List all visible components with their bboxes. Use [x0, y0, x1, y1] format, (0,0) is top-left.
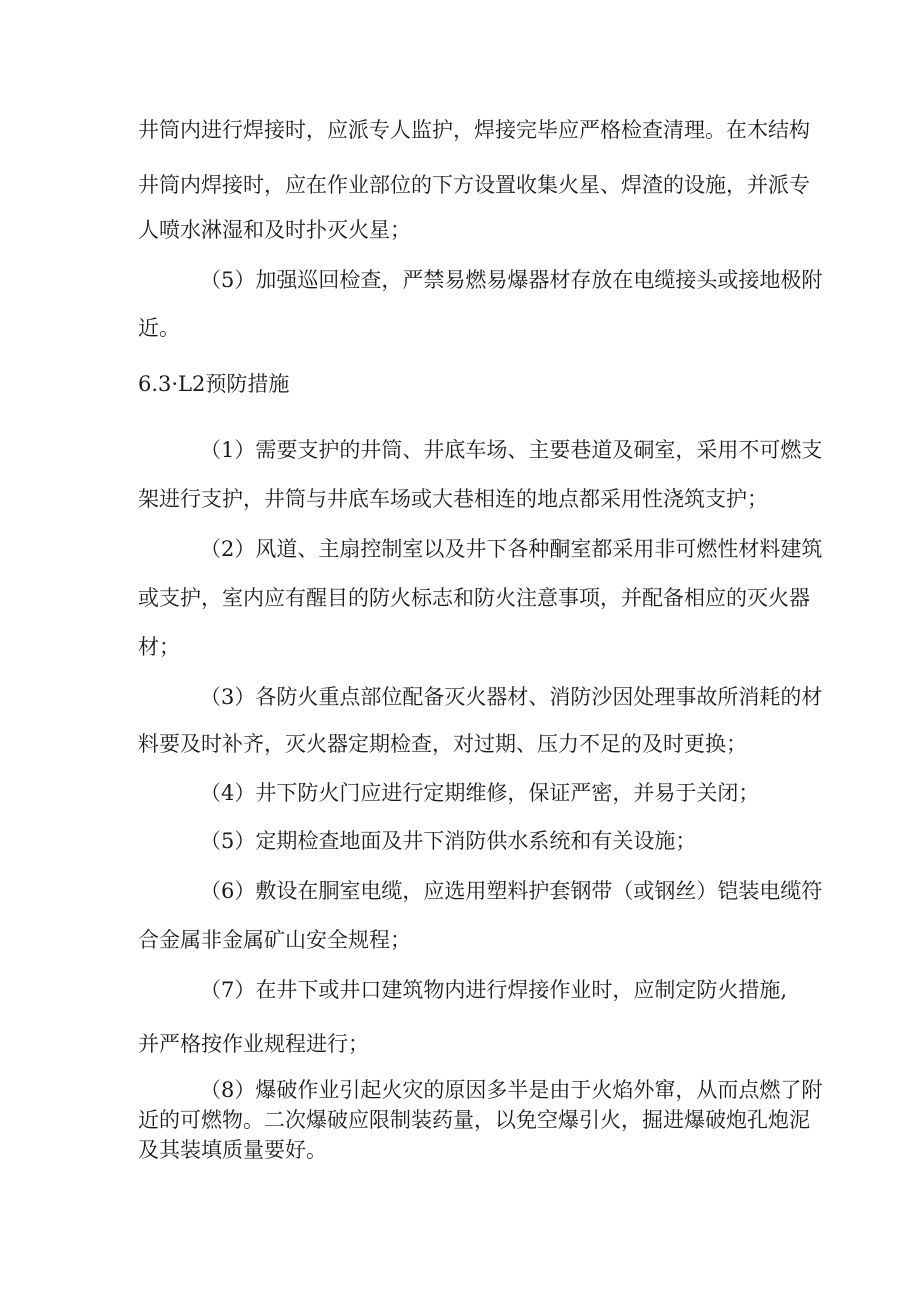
paragraph-line: 井筒内焊接时，应在作业部位的下方设置收集火星、焊渣的设施，并派专 — [138, 173, 810, 197]
section-heading: 6.3·L2预防措施 — [138, 372, 290, 396]
paragraph-line: （2）风道、主扇控制室以及井下各种酮室都采用非可燃性材料建筑 — [200, 537, 823, 561]
paragraph-line: 近的可燃物。二次爆破应限制装药量，以免空爆引火，掘进爆破炮孔炮泥 — [138, 1108, 810, 1132]
paragraph-line: 架进行支护，井筒与井底车场或大巷相连的地点都采用性浇筑支护； — [138, 487, 768, 511]
paragraph-line: 料要及时补齐，灭火器定期检查，对过期、压力不足的及时更换； — [138, 732, 747, 756]
paragraph-line: （4）井下防火门应进行定期维修，保证严密，并易于关闭； — [200, 781, 760, 805]
paragraph-line: （8）爆破作业引起火灾的原因多半是由于火焰外窜，从而点燃了附 — [200, 1078, 823, 1102]
paragraph-line: （5）定期检查地面及井下消防供水系统和有关设施； — [200, 829, 697, 853]
paragraph-line: 合金属非金属矿山安全规程； — [138, 928, 411, 952]
paragraph-line: （3）各防火重点部位配备灭火器材、消防沙因处理事故所消耗的材 — [200, 685, 823, 709]
paragraph-line: 及其装填质量要好。 — [138, 1138, 327, 1162]
paragraph-line: （5）加强巡回检查，严禁易燃易爆器材存放在电缆接头或接地极附 — [200, 268, 823, 292]
paragraph-line: 并严格按作业规程进行； — [138, 1032, 369, 1056]
paragraph-line: 井筒内进行焊接时，应派专人监护，焊接完毕应严格检查清理。在木结构 — [138, 118, 810, 142]
paragraph-line: 或支护，室内应有醒目的防火标志和防火注意事项，并配备相应的灭火器 — [138, 586, 810, 610]
paragraph-line: （1）需要支护的井筒、井底车场、主要巷道及硐室，采用不可燃支 — [200, 438, 823, 462]
paragraph-line: 材； — [138, 635, 180, 659]
paragraph-line: （7）在井下或井口建筑物内进行焊接作业时，应制定防火措施, — [200, 978, 788, 1002]
paragraph-line: 近。 — [138, 316, 180, 340]
paragraph-line: 人喷水淋湿和及时扑灭火星； — [138, 218, 411, 242]
paragraph-line: （6）敷设在胴室电缆，应选用塑料护套钢带（或钢丝）铠装电缆符 — [200, 879, 823, 903]
